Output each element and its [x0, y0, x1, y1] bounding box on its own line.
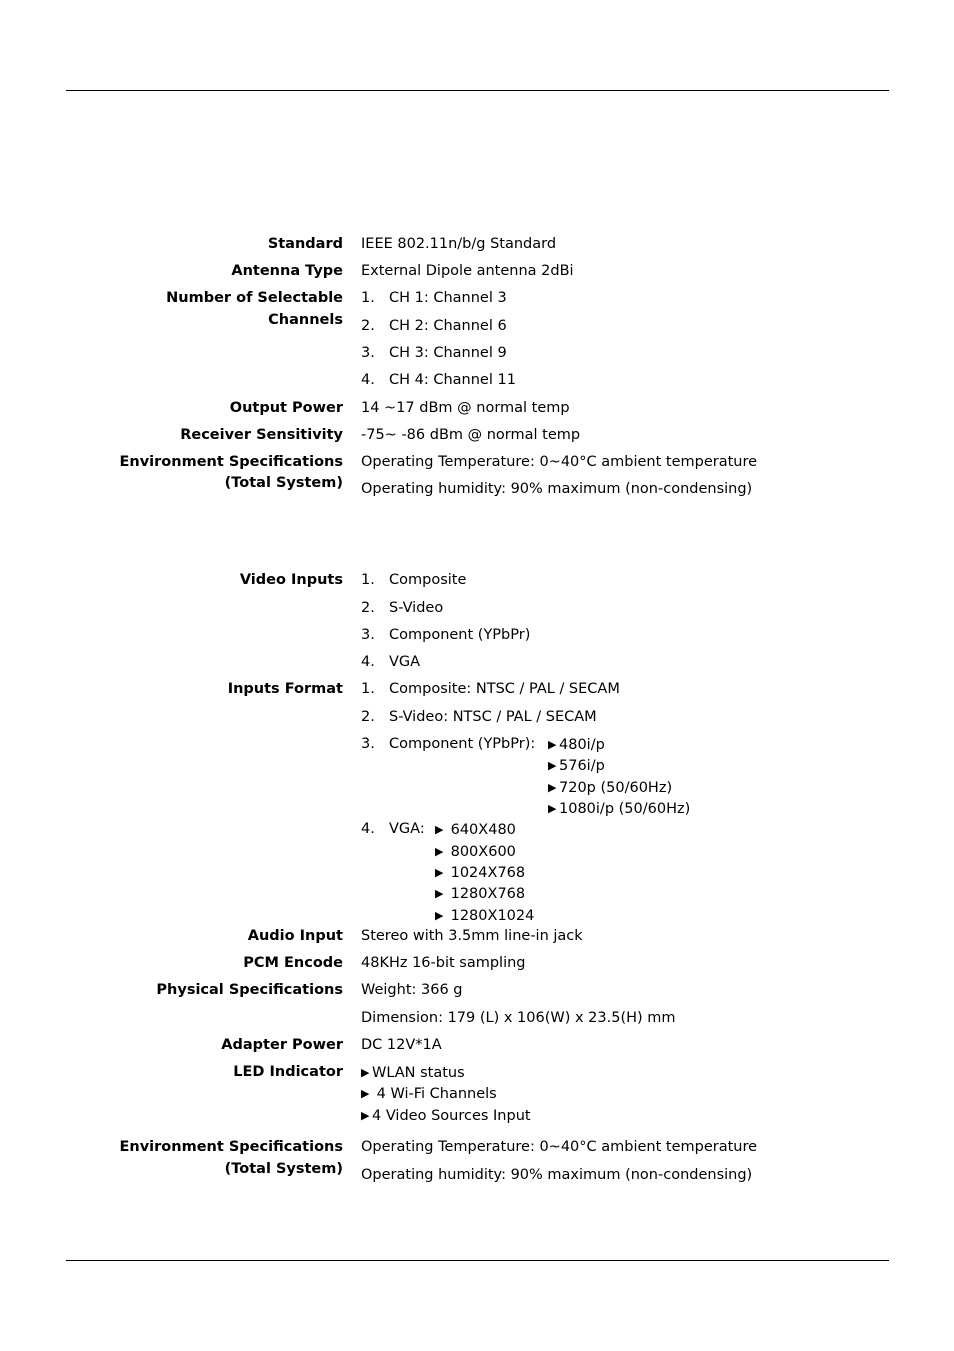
receiver-sensitivity-value: -75~ -86 dBm @ normal temp — [361, 427, 581, 443]
receiver-sensitivity-label: Receiver Sensitivity — [180, 427, 343, 443]
right-triangle-icon: ▶ — [548, 759, 557, 772]
right-triangle-icon: ▶ — [435, 887, 444, 900]
antenna-label: Antenna Type — [231, 263, 343, 279]
right-triangle-icon: ▶ — [548, 781, 557, 794]
format-option: ▶ 720p (50/60Hz) — [548, 777, 672, 799]
header-rule — [66, 90, 889, 91]
right-triangle-icon: ▶ — [435, 823, 444, 836]
list-number: 3. — [361, 627, 375, 643]
audio-input-label: Audio Input — [247, 928, 343, 944]
led-indicator-label: LED Indicator — [233, 1064, 343, 1080]
list-item: CH 2: Channel 6 — [389, 318, 507, 334]
list-number: 2. — [361, 709, 375, 725]
right-triangle-icon: ▶ — [361, 1109, 370, 1122]
format-option: ▶ 1280X768 — [435, 883, 525, 905]
list-number: 2. — [361, 318, 375, 334]
physical-weight: Weight: 366 g — [361, 982, 463, 998]
standard-label: Standard — [267, 236, 343, 252]
led-item: ▶ 4 Wi-Fi Channels — [361, 1083, 497, 1105]
right-triangle-icon: ▶ — [435, 909, 444, 922]
format-option: ▶ 1280X1024 — [435, 905, 534, 927]
right-triangle-icon: ▶ — [435, 845, 444, 858]
list-number: 4. — [361, 654, 375, 670]
format-option: ▶ 800X600 — [435, 841, 516, 863]
format-option: ▶ 1024X768 — [435, 862, 525, 884]
format-option: ▶ 576i/p — [548, 755, 605, 777]
list-number: 3. — [361, 345, 375, 361]
right-triangle-icon: ▶ — [361, 1087, 370, 1100]
environment-humidity: Operating humidity: 90% maximum (non-condensing) — [361, 1167, 753, 1183]
led-item: ▶ WLAN status — [361, 1062, 465, 1084]
audio-input-value: Stereo with 3.5mm line-in jack — [361, 928, 583, 944]
output-power-label: Output Power — [229, 400, 343, 416]
list-number: 3. — [361, 736, 375, 752]
right-triangle-icon: ▶ — [548, 738, 557, 751]
list-item: VGA — [389, 654, 421, 670]
output-power-value: 14 ~17 dBm @ normal temp — [361, 400, 570, 416]
environment-label-line2: (Total System) — [224, 1161, 343, 1177]
list-number: 4. — [361, 372, 375, 388]
list-item: Composite: NTSC / PAL / SECAM — [389, 681, 620, 697]
list-number: 1. — [361, 290, 375, 306]
environment-temperature: Operating Temperature: 0~40°C ambient temperature — [361, 454, 758, 470]
format-option: ▶ 640X480 — [435, 819, 516, 841]
adapter-power-label: Adapter Power — [221, 1037, 343, 1053]
channels-label-line2: Channels — [268, 312, 343, 328]
list-number: 4. — [361, 821, 375, 837]
channels-label-line1: Number of Selectable — [166, 290, 343, 306]
list-item: CH 4: Channel 11 — [389, 372, 516, 388]
antenna-value: External Dipole antenna 2dBi — [361, 263, 574, 279]
list-item: Component (YPbPr): — [389, 736, 536, 752]
list-item: VGA: — [389, 821, 425, 837]
right-triangle-icon: ▶ — [435, 866, 444, 879]
video-inputs-label: Video Inputs — [239, 572, 343, 588]
right-triangle-icon: ▶ — [361, 1066, 370, 1079]
format-option: ▶ 480i/p — [548, 734, 605, 756]
environment-label-line1: Environment Specifications — [119, 454, 343, 470]
pcm-encode-label: PCM Encode — [243, 955, 343, 971]
environment-temperature: Operating Temperature: 0~40°C ambient temperature — [361, 1139, 758, 1155]
list-number: 2. — [361, 600, 375, 616]
environment-humidity: Operating humidity: 90% maximum (non-condensing) — [361, 481, 753, 497]
list-item: Component (YPbPr) — [389, 627, 531, 643]
list-item: Composite — [389, 572, 467, 588]
physical-specifications-label: Physical Specifications — [156, 982, 343, 998]
list-number: 1. — [361, 681, 375, 697]
footer-rule — [66, 1260, 889, 1261]
right-triangle-icon: ▶ — [548, 802, 557, 815]
inputs-format-label: Inputs Format — [227, 681, 343, 697]
list-item: CH 3: Channel 9 — [389, 345, 507, 361]
environment-label-line1: Environment Specifications — [119, 1139, 343, 1155]
standard-value: IEEE 802.11n/b/g Standard — [361, 236, 557, 252]
physical-dimension: Dimension: 179 (L) x 106(W) x 23.5(H) mm — [361, 1010, 676, 1026]
format-option: ▶ 1080i/p (50/60Hz) — [548, 798, 690, 820]
list-item: CH 1: Channel 3 — [389, 290, 507, 306]
pcm-encode-value: 48KHz 16-bit sampling — [361, 955, 526, 971]
list-number: 1. — [361, 572, 375, 588]
list-item: S-Video — [389, 600, 444, 616]
list-item: S-Video: NTSC / PAL / SECAM — [389, 709, 597, 725]
adapter-power-value: DC 12V*1A — [361, 1037, 442, 1053]
environment-label-line2: (Total System) — [224, 475, 343, 491]
led-item: ▶ 4 Video Sources Input — [361, 1105, 531, 1127]
